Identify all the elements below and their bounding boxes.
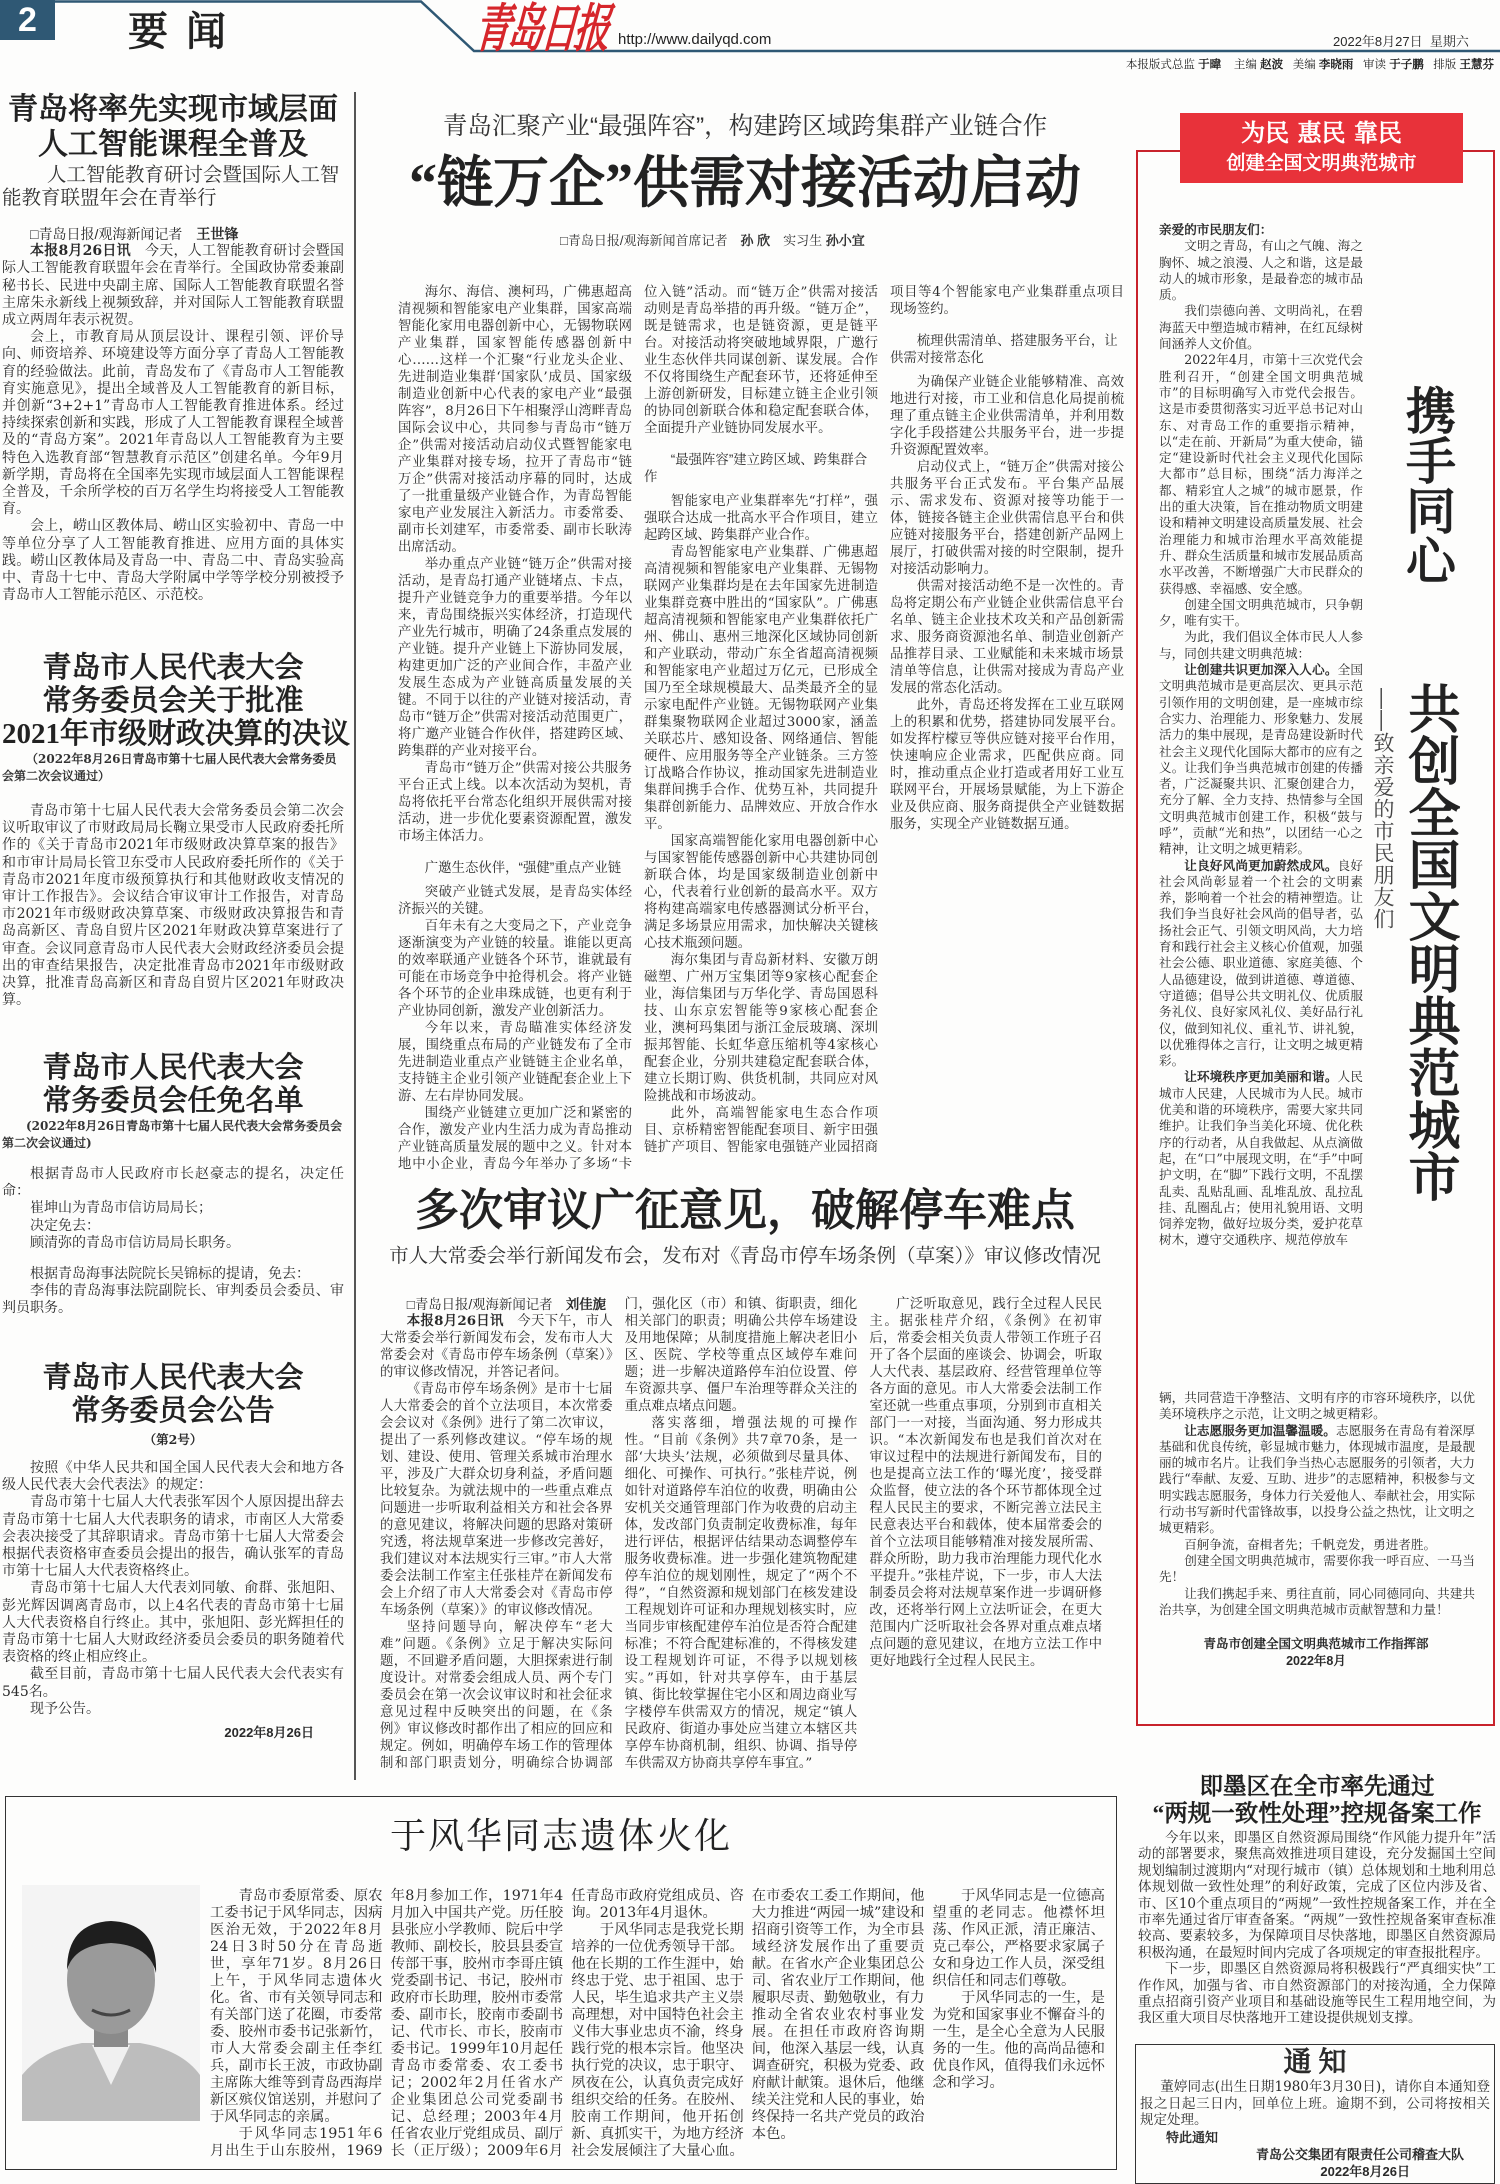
paragraph: 现予公告。 [30, 1700, 100, 1717]
paragraph-lead: 让创建共识更加深入人心。 [1184, 662, 1338, 678]
paragraph: 于风华同志1951年6月出生于山东胶州，1969年8月参加工作，1971年4月加入中国共产党。历任胶县张应小学教师、院后中学教师、副校长，胶县县委宣传部干事，胶州市李哥庄镇党委副书记、书记，胶州市政府市长助理，胶州市委常委、副市长，胶南市委副书记、代市长、市长，胶南市委书记。1999年10月起任青岛市委常委、农工委书记；2002年2月任省水产企业集团总公司党委副书记、总经理；2003年4月任省农业厅党组成员、副厅长（正厅级）；2009年6月任青岛市政府党组成员、咨询。2013年4月退休。 [210, 1888, 744, 2159]
byline: □青岛日报/观海新闻记者 王世锋 [30, 226, 239, 242]
paragraph: 于风华同志是一位德高望重的老同志。他襟怀坦荡、作风正派，清正廉洁、克己奉公，严格要求家属子女和身边工作人员，深受组织信任和同志们尊敬。 [932, 1888, 1105, 1989]
letter-body-wide [1159, 1390, 1475, 1618]
jimo-article [1138, 1774, 1496, 2027]
announcement-date: 2022年8月26日 [224, 1725, 314, 1741]
article-body [2, 1266, 344, 1318]
paragraph: 会上，崂山区教体局、崂山区实验初中、青岛一中等单位分享了人工智能教育推进、应用方面的具体实践。崂山区教体局及青岛一中、青岛二中、青岛实验高中、青岛十七中、青岛大学附属中学等学校分别被授予青岛市人工智能示范区、示范校。 [2, 518, 344, 604]
headline: 青岛市人民代表大会 常务委员会公告 [42, 1362, 304, 1427]
paragraph: 根据青岛海事法院院长吴锦标的提请，免去： [30, 1266, 310, 1283]
paragraph: 青岛市第十七届人大代表张军因个人原因提出辞去青岛市第十七届人大代表职务的请求，市南区人大常委会表决接受了其辞职请求。青岛市第十七届人大常委会根据代表资格审查委员会提出的报告，确认张军的青岛市第十七届人大代表资格终止。 [2, 1494, 344, 1580]
paragraph: 会上，市教育局从顶层设计、课程引领、评价导向、师资培养、环境建设等方面分享了青岛人工智能教育的经验做法。此前，青岛发布了《青岛市人工智能教育实施意见》，提出全域普及人工智能教育的新目标，并创新“3+2+1”青岛市人工智能教育推进体系。经过持续探索创新和实践，形成了人工智能教育课程全域普及的“青岛方案”。2021年青岛以人工智能教育为主要特色入选教育部“智慧教育示范区”创建名单。今年9月新学期，青岛将在全国率先实现市域层面人工智能课程全普及，千余所学校的百万名学生均将接受人工智能教育。 [2, 329, 344, 518]
article-body [2, 243, 344, 604]
letter-title-part1: 携手同心 [1399, 385, 1455, 585]
section-title: 要闻 [128, 9, 244, 54]
paragraph: 坚持问题导向，解决停车“老大难”问题。《条例》立足于解决实际问题，不回避矛盾问题，大胆探索进行制度设计。对常委会组成人员、两个专门委员会在第一次会议审议时和社会征求意见过程中反映突出的问题，在《条例》审议修改时都作出了相应的回应和规定。例如，明确停车场工作的管理体制和部门职责划分，明确综合协调部门，强化区（市）和镇、街职责，细化相关部门的职责；明确公共停车场建设及用地保障；从制度措施上解决老旧小区、医院、学校等重点区域停车难问题；进一步解决道路停车泊位设置、停车资源共享、僵尸车治理等群众关注的重点难点堵点问题。 [380, 1297, 858, 1771]
paragraph: 智能家电产业集群率先“打样”，强强联合达成一批高水平合作项目，建立起跨区域、跨集群产业合作。 [644, 494, 878, 543]
article-body [2, 1460, 344, 1718]
letter-signature [1138, 1636, 1494, 1670]
adoption-note: （2022年8月26日青岛市第十七届人民代表大会常务委员会第二次会议通过） [2, 752, 337, 783]
paragraph: 百舸争流，奋楫者先；千帆竞发，勇进者胜。 [1184, 1536, 1437, 1552]
paragraph: 此外，高端智能家电生态合作项目、京桥精密智能配套项目、新宇田强链扩产项目、智能家电强链产业园招商项目等4个智能家电产业集群重点项目现场签约。 [644, 285, 1124, 1155]
paragraph: 举办重点产业链“链万企”供需对接活动，是青岛打通产业链堵点、卡点，提升产业链竞争力的重要举措。今年以来，青岛围绕振兴实体经济，打造现代产业先行城市，明确了24条重点发展的产业链。提升产业链上下游协同发展，构建更加广泛的产业间合作，丰盈产业发展生态成为产业链高质量发展的关键。不同于以往的产业链对接活动，青岛市“链万企”供需对接活动范围更广，将广邀产业链合作伙伴，搭建跨区域、跨集群的产业对接平台。 [398, 557, 632, 759]
weekday-text: 星期六 [1429, 34, 1469, 49]
paragraph: 创建全国文明典范城市，只争朝夕，唯有实干。 [1159, 596, 1363, 629]
paragraph-text: 良好社会风尚彰显着一个社会的文明素养，影响着一个社会的精神塑造。让我们争当良好社会风尚的倡导者，弘扬社会正气、引领文明风尚，大力培育和践行社会主义核心价值观，加强社会公德、职业道德、家庭美德、个人品德建设，做到讲道德、尊道德、守道德；倡导公共文明礼仪、优质服务礼仪、良好家风礼仪、美好品行礼仪，做到知礼仪、重礼节、讲礼貌，以优雅得体之言行，让文明之城更精彩。 [1159, 857, 1364, 1069]
obituary-title: 于风华同志遗体火化 [389, 1815, 732, 1856]
headline: 青岛市人民代表大会 常务委员会任免名单 [42, 1052, 304, 1117]
paragraph: 为此，我们倡议全体市民人人参与，同创共建文明典范城： [1159, 629, 1363, 661]
paragraph: 按照《中华人民共和国全国人民代表大会和地方各级人民代表大会代表法》的规定： [2, 1460, 344, 1494]
paragraph: 青岛市第十七届人民代表大会常务委员会第二次会议听取审议了市财政局局长鞠立果受市人民政府委托所作的《关于青岛市2021年市级财政决算草案的报告》和市审计局局长管卫东受市人民政府委托所作的《关于青岛市2021年度市级预算执行和其他财政收支情况的审计工作报告》。会议结合审议审计工作报告，对青岛市2021年市级财政决算草案、市级财政决算报告和青岛高新区、青岛自贸片区2021年财政决算草案进行了审查。会议同意青岛市人民代表大会财政经济委员会提出的审查结果报告，决定批准青岛市2021年市级财政决算，批准青岛高新区和青岛自贸片区2021年财政决算。 [2, 803, 344, 1009]
letter-body-narrow [1159, 222, 1363, 1249]
notice-box [1135, 2044, 1495, 2184]
campaign-banner [1180, 113, 1463, 183]
paragraph: 突破产业链式发展，是青岛实体经济振兴的关键。 [398, 885, 632, 917]
paragraph: 让我们携起手来、勇往直前，同心同德同向、共建共治共享，为创建全国文明典范城市贡献智慧和力量！ [1159, 1585, 1475, 1617]
paragraphs [380, 1296, 1102, 1786]
paragraphs [1159, 238, 1363, 1248]
paragraph: 青岛市第十七届人大代表刘同敏、俞群、张旭阳、彭光辉因调离青岛市，以上4名代表的青岛市第十七届人大代表资格自行终止。其中，张旭阳、彭光辉担任的青岛市第十七届人大财政经济委员会委员的职务随着代表资格的终止相应终止。 [2, 1580, 344, 1666]
article-body [398, 278, 1124, 1173]
letter-subtitle: ——致亲爱的市民朋友们 [1371, 688, 1394, 930]
newspaper-logo: 青岛日报 [472, 0, 611, 58]
paragraph: 今年以来，即墨区自然资源局围绕“作风能力提升年”活动的部署要求，聚焦高效推进项目建设，充分发掘国土空间规划编制过渡期内“对现行城市（镇）总体规划和土地利用总体规划做一致性处理”的利好政策，完成了区位内涉及省、市、区10个重点项目的“两规”一致性控规备案工作，并在全市率先通过省厅审查备案。“两规”一致性控规备案审查标准较高、要素较多，为保障项目尽快落地，即墨区自然资源局积极沟通，在最短时间内完成了各项规定的审查报批程序。 [1138, 1830, 1496, 1961]
byline: □青岛日报/观海新闻记者 刘佳旎 [406, 1297, 607, 1312]
subheading: 广邀生态伙伴，“强健”重点产业链 [424, 860, 622, 875]
paragraph-text: 志愿服务在青岛有着深厚基础和优良传统，彰显城市魅力，体现城市温度，是最靓丽的城市名片。让我们争当热心志愿服务的引领者，大力践行“奉献、友爱、互助、进步”的志愿精神，积极参与文明实践志愿服务，身体力行关爱他人、奉献社会，用实际行动书写新时代雷锋故事，以投身公益之热忱，让文明之城更精彩。 [1159, 1422, 1476, 1536]
paragraph: 崔坤山为青岛市信访局局长； [30, 1200, 212, 1217]
paragraph-lead: 本报8月26日讯 [406, 1313, 504, 1329]
paragraph [1159, 1069, 1363, 1248]
salutation: 亲爱的市民朋友们： [1159, 222, 1273, 237]
paragraph: 百年未有之大变局之下，产业竞争逐渐演变为产业链的较量。谁能以更高的效率联通产业链各个环节，谁就最有可能在市场竞争中抢得机会。将产业链各个环节的企业串珠成链，也更有利于产业协同创新，激发产业创新活力。 [398, 919, 632, 1019]
paragraph: 于风华同志的一生，是为党和国家事业不懈奋斗的一生，是全心全意为人民服务的一生。他的高尚品德和优良作风，值得我们永远怀念和学习。 [932, 1990, 1105, 2091]
article-body [2, 803, 344, 1009]
paragraph: 决定免去： [30, 1217, 100, 1234]
paragraph [2, 243, 344, 329]
paragraph [1159, 1423, 1475, 1537]
paragraph: 国家高端智能化家用电器创新中心与国家智能传感器创新中心共建协同创新联合体，均是国家级制造业创新中心，代表着行业创新的最高水平。双方将构建高端家电传感器测试分析平台，满足多场景应用需求，加快解决关键核心技术瓶颈问题。 [644, 834, 878, 951]
headline: 青岛将率先实现市域层面 人工智能课程全普及 [8, 93, 338, 161]
paragraph: 海尔集团与青岛新材料、安徽万朗磁塑、广州万宝集团等9家核心配套企业，海信集团与万华化学、青岛国恩科技、山东京宏智能等9家核心配套企业，澳柯玛集团与浙江金辰玻璃、深圳振邦智能、长虹华意压缩机等4家核心配套企业，分别共建稳定配套联合体，建立长期订购、供货机制，共同应对风险挑战和市场波动。 [644, 953, 878, 1104]
notice-body: 董婷同志(出生日期1980年3月30日)，请你自本通知登报之日起三日内，回单位上班。逾期不到，公司将按相关规定处理。 [1140, 2079, 1490, 2128]
paragraph-lead: 让环境秩序更加美丽和谐。 [1184, 1069, 1338, 1085]
paragraph: 根据青岛市人民政府市长赵豪志的提名，决定任命： [2, 1166, 344, 1200]
paragraph: 青岛市“链万企”供需对接公共服务平台正式上线。以本次活动为契机，青岛将依托平台常态化组织开展供需对接活动，进一步优化要素资源配置，激发市场主体活力。 [398, 761, 632, 844]
byline: □青岛日报/观海新闻首席记者 孙 欣 实习生 孙小宜 [560, 233, 865, 248]
paragraph [1159, 662, 1363, 858]
paragraph: 供需对接活动绝不是一次性的。青岛将定期公布产业链企业供需信息平台名单、链主企业技术攻关和产品创新需求、服务商资源池名单、制造业创新产品推荐目录、工业赋能和未来城市场景清单等信息，让供需对接成为青岛产业发展的常态化活动。 [890, 579, 1124, 696]
appointments-article [2, 1052, 344, 1318]
paragraph: 落实落细，增强法规的可操作性。“目前《条例》共7章70条，是一部‘大块头’法规，必须做到尽量具体、细化、可操作、可执行。”张桂芹说，例如针对道路停车泊位的收费，明确由公安机关交通管理部门作为收费的启动主体，发改部门负责制定收费标准，每年进行评估，根据评估结果动态调整停车服务收费标准。进一步强化建筑物配建停车泊位的规划刚性，规定了“两个不得”，“自然资源和规划部门在核发建设工程规划许可证和办理规划核实时，应当同步审核配建停车泊位是否符合配建标准；不符合配建标准的，不得核发建设工程规划许可证，不得予以规划核实。”再如，针对共享停车，由于基层镇、街比较掌握住宅小区和周边商业写字楼停车供需双方的情况，规定“镇人民政府、街道办事处应当建立本辖区共享停车协商机制，组织、协调、指导停车供需双方协商共享停车事宜。” [624, 1416, 858, 1771]
paragraph: 青岛市委原常委、原农工委书记于风华同志，因病医治无效，于2022年8月24日3时50分在青岛逝世，享年71岁。8月26日上午，于风华同志遗体火化。省、市有关领导同志和有关部门送了花圈，市委常委、胶州市委书记张新竹，市人大常委会副主任李红兵，副市长王波，市政协副主席陈大维等到青岛西海岸新区殡仪馆送别，并慰问了于风华同志的亲属。 [210, 1888, 383, 2125]
portrait-silhouette-icon [22, 1885, 200, 2121]
credit: 排版 王慧芬 [1433, 59, 1494, 71]
paragraph: 海尔、海信、澳柯玛，广佛惠超高清视频和智能家电产业集群，国家高端智能化家用电器创新中心，无锡物联网产业集群，国家智能传感器创新中心……这样一个汇聚“行业龙头企业、先进制造业集群‘国家队’成员、国家级制造业创新中心代表的家电产业“最强阵容”，8月26日下午相聚浮山湾畔青岛国际会议中心，共同参与青岛市“链万企”供需对接活动启动仪式暨智能家电产业集群对接专场，拉开了青岛市“链万企”供需对接活动序幕的同时，达成了一批重量级产业链合作，为青岛智能家电产业发展注入新活力。市委常委、副市长刘建军，市委常委、副市长耿涛出席活动。 [398, 285, 632, 555]
notice-issuer: 青岛公交集团有限责任公司稽查大队 [1255, 2146, 1464, 2162]
paragraph: 围绕产业链建立更加广泛和紧密的合作，激发产业内生活力成为青岛推动产业链高质量发展的题中之义。针对本地中小企业，青岛今年举办了多场“卡位入链”活动。而“链万企”供需对接活动则是青岛举措的再升级。“链万企”，既是链需求，也是链资源，更是链平台。对接活动将突破地域界限，广邀行业生态伙伴共同谋创新、谋发展。合作不仅将围绕生产配套环节，还将延伸至上游创新研发，目标建立链主企业引领的协同创新联合体和稳定配套联合体，全面提升产业链协同发展水平。 [398, 285, 878, 1172]
announcement-number: （第2号） [143, 1432, 203, 1447]
paragraph: 创建全国文明典范城市，需要你我一呼百应、一马当先！ [1159, 1552, 1475, 1585]
signatory: 青岛市创建全国文明典范城市工作指挥部 [1203, 1637, 1429, 1651]
paragraph-lead: 让志愿服务更加温馨温暖。 [1184, 1422, 1336, 1438]
main-headline: “链万企”供需对接活动启动 [409, 153, 1081, 215]
paragraph: 2022年4月，市第十三次党代会胜利召开，“创建全国文明典范城市”的目标明确写入市党代会报告。这是市委贯彻落实习近平总书记对山东、对青岛工作的重要指示精神，以“走在前、开新局”为重大使命，锚定“建设新时代社会主义现代化国际大都市”总目标，围绕“活力海洋之都、精彩宜人之城”的城市愿景，作出的重大决策，旨在推动物质文明建设和精神文明建设高质量发展、社会治理能力和城市治理水平高效能提升、群众生活质量和城市发展品质高水平改善，不断增强广大市民群众的获得感、幸福感、安全感。 [1159, 352, 1363, 596]
banner-slogan: 为民 惠民 靠民 [1241, 118, 1402, 147]
credit: 美编 李晓雨 [1292, 59, 1354, 71]
subheading: 梳理供需清单、搭建服务平台，让供需对接常态化 [890, 333, 1118, 365]
credit: 主编 赵波 [1233, 59, 1284, 71]
credit: 审读 于子鹏 [1363, 59, 1424, 71]
budget-resolution-article [2, 652, 351, 1009]
paragraph: 青岛智能家电产业集群、广佛惠超高清视频和智能家电产业集群、无锡物联网产业集群均是在去年国家先进制造业集群竞赛中胜出的“国家队”。广佛惠超高清视频和智能家电产业集群依托广州、佛山、惠州三地深化区域协同创新和产业联动，带动广东全省超高清视频和智能家电产业超过万亿元，已形成全国乃至全球规模最大、品类最齐全的显示家电配件产业链。无锡物联网产业集群集聚物联网企业超过3000家，涵盖关联芯片、感知设备、网络通信、智能硬件、应用服务等全产业链条。三方签订战略合作协议，推动国家先进制造业集群间携手合作、优势互补，共同提升集群创新能力、品牌效应、开放合作水平。 [644, 545, 878, 832]
obituary-body [210, 1888, 1105, 2164]
paragraph: 于风华同志是我党长期培养的一位优秀领导干部。他在长期的工作生涯中，始终忠于党、忠于祖国、忠于人民，毕生追求共产主义崇高理想，对中国特色社会主义伟大事业忠贞不渝，终身践行党的根本宗旨。他坚决执行党的决议，忠于职守、夙夜在公，认真负责完成好组织交给的任务。在胶州、胶南工作期间，他开拓创新、真抓实干，为地方经济社会发展倾注了大量心血。在市委农工委工作期间，他大力推进“两园一城”建设和招商引资等工作，为全市县域经济发展作出了重要贡献。在省水产企业集团总公司、省农业厅工作期间，他履职尽责、勤勉敬业，有力推动全省农业农村事业发展。在担任市政府咨询期间，他深入基层一线，认真调查研究，积极为党委、政府献计献策。退休后，他继续关注党和人民的事业，始终保持一名共产党员的政治本色。 [571, 1888, 925, 2159]
paragraph: 此外，青岛还将发挥在工业互联网上的积累和优势，搭建协同发展平台。如发挥柠檬豆等供应链对接平台作用，快速响应企业需求，匹配供应商。同时，推动重点企业打造或者用好工业互联网平台，开展场景赋能，为上下游企业及供应商、服务商提供全产业链数据服务，实现全产业链数据互通。 [890, 698, 1124, 832]
paragraph: 文明之青岛，有山之气魄、海之胸怀、城之浪漫、人之和谐，这是最动人的城市形象，是最眷恋的城市品质。 [1159, 238, 1363, 303]
paragraph [1159, 858, 1363, 1070]
paragraph: 广泛听取意见，践行全过程人民民主。据张桂芹介绍，《条例》在初审后，常委会相关负责人带领工作班子召开了各个层面的座谈会、协调会，听取人大代表、基层政府、经营管理单位等各方面的意见。市人大常委会法制工作室还就一些重点事项，分别到市直相关部门一一对接，当面沟通、努力形成共识。“本次新闻发布也是我们首次对在审议过程中的法规进行新闻发布，目的也是提高立法工作的‘曝光度’，接受群众监督，使立法的各个环节都体现全过程人民民主的要求，不断完善立法民主民意表达平台和载体，使本届常委会的首个立法项目能够精准对接发展所需、群众所盼，助力我市治理能力现代化水平提升。”张桂芹说，下一步，市人大法制委员会将对法规草案作进一步调研修改，还将举行网上立法听证会，在更大范围内广泛听取社会各界对重点难点堵点问题的意见建议，在地方立法工作中更好地践行全过程人民民主。 [869, 1297, 1102, 1669]
headline: 青岛市人民代表大会 常务委员会关于批准 2021年市级财政决算的决议 [2, 652, 351, 750]
left-column-divider [354, 92, 356, 1780]
article-body [2, 1166, 344, 1252]
paragraph: 为确保产业链企业能够精准、高效地进行对接，市工业和信息化局提前梳理了重点链主企业供需清单，并利用数字化手段搭建公共服务平台，进一步提升资源配置效率。 [890, 375, 1124, 458]
headline: 即墨区在全市率先通过 “两规一致性处理”控规备案工作 [1152, 1774, 1482, 1827]
issue-date [1333, 31, 1469, 50]
paragraph-lead: 本报8月26日讯 [30, 243, 131, 260]
paragraph: 下一步，即墨区自然资源局将积极践行“严真细实快”工作作风，加强与省、市自然资源部门的对接沟通，全力保障重点招商引资产业项目和基础设施等民生工程用地空间，为我区重大项目尽快落地开工建设提供规划支撑。 [1138, 1961, 1496, 2027]
ai-education-article [2, 92, 344, 604]
website-url[interactable]: http://www.dailyqd.com [618, 31, 772, 48]
subheading: “最强阵容”建立跨区域、跨集群合作 [644, 452, 868, 484]
paragraph-text: 今天下午，市人大常委会举行新闻发布会，发布市人大常委会对《青岛市停车场条例（草案）》的审议修改情况，并答记者问。 [380, 1314, 613, 1380]
paragraph: 我们崇德向善、文明尚礼，在碧海蓝天中塑造城市精神，在红瓦绿树间涵养人文价值。 [1159, 303, 1363, 352]
headline: 多次审议广征意见，破解停车难点 [415, 1186, 1075, 1235]
paragraph-text: 辆，共同营造干净整洁、文明有序的市容环境秩序，以优美环境秩序之示范，让文明之城更精彩。 [1159, 1390, 1475, 1422]
paragraph: 启动仪式上，“链万企”供需对接公共服务平台正式发布。平台集产品展示、需求发布、资源对接等功能于一体，链接各链主企业供需信息平台和供应链对接服务平台，搭建创新产品网上展厅，打破供需对接的时空限制，提升对接活动影响力。 [890, 460, 1124, 577]
banner-subtitle: 创建全国文明典范城市 [1226, 152, 1417, 174]
letter-title-part2: 共创全国文明典范城市 [1400, 682, 1457, 1202]
kicker: 青岛汇聚产业“最强阵容”，构建跨区域跨集群产业链合作 [442, 113, 1048, 140]
credit: 本报版式总监 于暐 [1125, 59, 1222, 71]
adoption-note: (2022年8月26日青岛市第十七届人民代表大会常务委员会第二次会议通过) [2, 1119, 343, 1150]
paragraph-text: 全国文明典范城市是更高层次、更具示范引领作用的文明创建，是一座城市综合实力、治理能力、形象魅力、发展活力的集中展现，是青岛建设新时代社会主义现代化国际大都市的应有之义。让我们争当典范城市创建的传播者，广泛凝聚共识、汇聚创建合力，充分了解、全力支持、热情参与全国文明典范城市创建工作，积极“鼓与呼”，贡献“光和热”，以团结一心之精神，让文明之城更精彩。 [1159, 662, 1364, 857]
notice-title: 通 知 [1283, 2047, 1347, 2078]
paragraph: 顾清弥的青岛市信访局局长职务。 [30, 1234, 240, 1251]
paragraph-lead: 让良好风尚更加蔚然成风。 [1184, 857, 1338, 873]
paragraph: 《青岛市停车场条例》是市十七届人大常委会的首个立法项目，本次常委会会议对《条例》进行了第二次审议，提出了一系列修改建议。“停车场的规划、建设、使用、管理关系城市治理水平，涉及广大群众切身利益，矛盾问题比较复杂。为就法规中的一些重点难点问题进一步听取利益相关方和社会各界的意见建议，将解决问题的思路对策研究透，将法规草案进一步修改完善好，我们建议对本法规实行三审。”市人大常委会法制工作室主任张桂芹在新闻发布会上介绍了市人大常委会对《青岛市停车场条例（草案）》的审议修改情况。 [380, 1382, 613, 1618]
portrait-photo [22, 1885, 200, 2121]
announcement-article [2, 1362, 344, 1741]
article-body [1138, 1830, 1496, 2027]
paragraph: 李伟的青岛海事法院副院长、审判委员会委员、审判员职务。 [2, 1283, 344, 1317]
subheadline: 市人大常委会举行新闻发布会，发布对《青岛市停车场条例（草案）》审议修改情况 [389, 1245, 1101, 1267]
notice-date: 2022年8月26日 [1320, 2163, 1410, 2179]
date-text: 2022年8月27日 [1333, 34, 1423, 49]
paragraph [1159, 1390, 1475, 1423]
paragraph [380, 1313, 613, 1381]
paragraph-text: 今天，人工智能教育研讨会暨国际人工智能教育联盟年会在青举行。全国政协常委兼副秘书长、民进中央副主席、国际人工智能教育联盟名誉主席朱永新线上视频致辞，并对国际人工智能教育联盟成立两周年表示祝贺。 [2, 243, 344, 329]
page-number-badge: 2 [0, 0, 55, 40]
paragraph-text: 人民城市人民建，人民城市为人民。城市优美和谐的环境秩序，需要大家共同维护。让我们争当美化环境、优化秩序的行动者，从自我做起、从点滴做起，在“口”中展现文明，在“手”中呵护文明，在“脚”下践行文明，不乱摆乱卖、乱贴乱画、乱堆乱放、乱拉乱挂、乱圈乱占；使用礼貌用语、文明饲养宠物，做好垃圾分类，爱护花草树木，遵守交通秩序、规范停放车 [1159, 1069, 1364, 1248]
paragraph: 截至目前，青岛市第十七届人民代表大会代表实有545名。 [2, 1666, 344, 1700]
subheadline: 人工智能教育研讨会暨国际人工智能教育联盟年会在青举行 [2, 164, 340, 209]
paragraph: 今年以来，青岛瞄准实体经济发展，围绕重点布局的产业链发布了全市先进制造业重点产业链链主企业名单，支持链主企业引领产业链配套企业上下游、左右岸协同发展。 [398, 1021, 632, 1104]
notice-closing: 特此通知 [1166, 2129, 1219, 2145]
article-body [380, 1296, 1102, 1786]
signature-date: 2022年8月 [1286, 1654, 1346, 1668]
editor-credits [1126, 56, 1494, 72]
